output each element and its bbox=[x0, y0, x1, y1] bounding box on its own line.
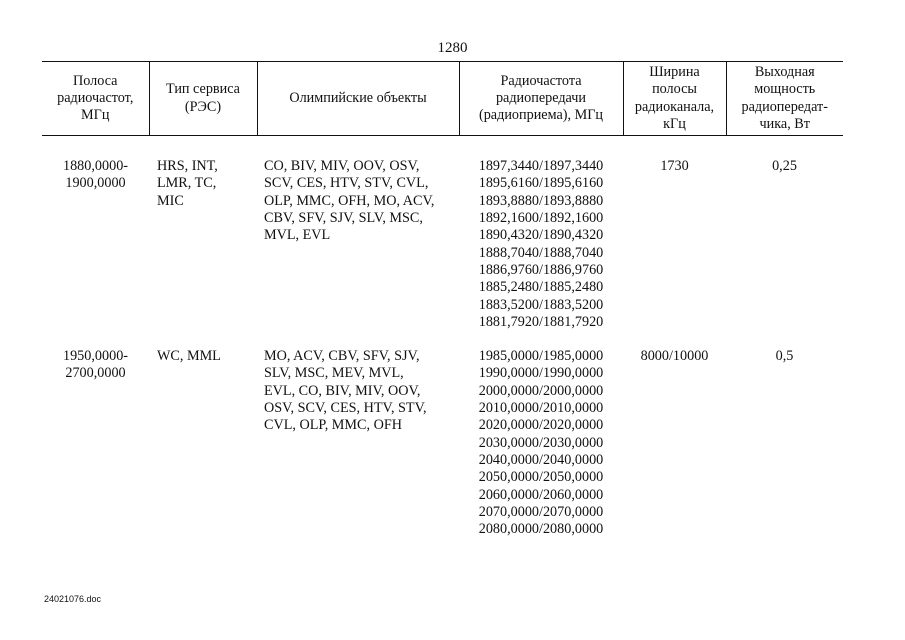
frequency-line: 2060,0000/2060,0000 bbox=[478, 486, 604, 503]
objects-line: CBV, SFV, SJV, SLV, MSC, bbox=[264, 210, 423, 227]
frequency-line: 2020,0000/2020,0000 bbox=[478, 417, 604, 434]
band-line: 1880,0000- bbox=[62, 158, 129, 175]
objects-line: OLP, MMC, OFH, MO, ACV, bbox=[264, 192, 435, 209]
frequency-line: 1897,3440/1897,3440 bbox=[478, 158, 604, 175]
frequency-line: 1886,9760/1886,9760 bbox=[478, 261, 604, 278]
header-service: Тип сервиса (РЭС) bbox=[149, 62, 257, 136]
objects-line: SLV, MSC, MEV, MVL, bbox=[264, 365, 404, 382]
header-objects: Олимпийские объекты bbox=[257, 62, 459, 136]
frequency-line: 2070,0000/2070,0000 bbox=[478, 503, 604, 520]
cell-frequencies bbox=[459, 136, 623, 331]
frequency-line: 1881,7920/1881,7920 bbox=[478, 313, 604, 330]
service-line: LMR, TC, bbox=[157, 175, 217, 192]
page-number: 1280 bbox=[437, 40, 468, 56]
service-line: HRS, INT, bbox=[157, 158, 218, 175]
objects-line: OSV, SCV, CES, HTV, STV, bbox=[264, 400, 427, 417]
band-line: 1900,0000 bbox=[65, 175, 126, 192]
cell-power: 0,5 bbox=[775, 348, 794, 365]
objects-line: SCV, CES, HTV, STV, CVL, bbox=[264, 175, 429, 192]
frequency-line: 2010,0000/2010,0000 bbox=[478, 400, 604, 417]
footer-filename: 24021076.doc bbox=[44, 594, 102, 604]
cell-power: 0,25 bbox=[772, 158, 797, 175]
service-line: MIC bbox=[157, 192, 184, 209]
header-frequency: Радиочастота радиопередачи (радиоприема), МГц bbox=[459, 62, 623, 136]
frequency-line: 2050,0000/2050,0000 bbox=[478, 469, 604, 486]
frequency-line: 2040,0000/2040,0000 bbox=[478, 451, 604, 468]
frequency-line: 1985,0000/1985,0000 bbox=[478, 348, 604, 365]
band-line: 1950,0000- bbox=[62, 348, 129, 365]
cell-bandwidth: 8000/10000 bbox=[640, 348, 709, 365]
table-header-row bbox=[42, 62, 843, 136]
band-line: 2700,0000 bbox=[65, 365, 126, 382]
cell-service bbox=[149, 331, 257, 538]
frequency-line: 1890,4320/1890,4320 bbox=[478, 227, 604, 244]
header-power: Выходная мощность радиопередат-чика, Вт bbox=[726, 62, 843, 136]
objects-line: CO, BIV, MIV, OOV, OSV, bbox=[264, 158, 420, 175]
frequency-line: 1883,5200/1883,5200 bbox=[478, 296, 604, 313]
objects-line: EVL, CO, BIV, MIV, OOV, bbox=[264, 382, 421, 399]
frequency-line: 1885,2480/1885,2480 bbox=[478, 279, 604, 296]
frequency-table bbox=[42, 61, 843, 538]
header-bandwidth: Ширина полосы радиоканала, кГц bbox=[623, 62, 726, 136]
frequency-line: 1895,6160/1895,6160 bbox=[478, 175, 604, 192]
cell-frequencies bbox=[459, 331, 623, 538]
table-row bbox=[42, 331, 843, 538]
table-row bbox=[42, 136, 843, 331]
header-band: Полоса радиочастот, МГц bbox=[42, 62, 149, 136]
objects-line: MO, ACV, CBV, SFV, SJV, bbox=[264, 348, 420, 365]
objects-line: CVL, OLP, MMC, OFH bbox=[264, 417, 402, 434]
frequency-line: 2080,0000/2080,0000 bbox=[478, 521, 604, 538]
frequency-line: 2000,0000/2000,0000 bbox=[478, 382, 604, 399]
frequency-line: 1888,7040/1888,7040 bbox=[478, 244, 604, 261]
cell-objects bbox=[257, 136, 459, 331]
cell-bandwidth: 1730 bbox=[660, 158, 689, 175]
frequency-line: 2030,0000/2030,0000 bbox=[478, 434, 604, 451]
cell-service bbox=[149, 136, 257, 331]
cell-band bbox=[42, 136, 149, 331]
cell-band bbox=[42, 331, 149, 538]
cell-objects bbox=[257, 331, 459, 538]
objects-line: MVL, EVL bbox=[264, 227, 331, 244]
frequency-line: 1893,8880/1893,8880 bbox=[478, 192, 604, 209]
frequency-line: 1892,1600/1892,1600 bbox=[478, 210, 604, 227]
frequency-line: 1990,0000/1990,0000 bbox=[478, 365, 604, 382]
service-line: WC, MML bbox=[157, 348, 221, 365]
